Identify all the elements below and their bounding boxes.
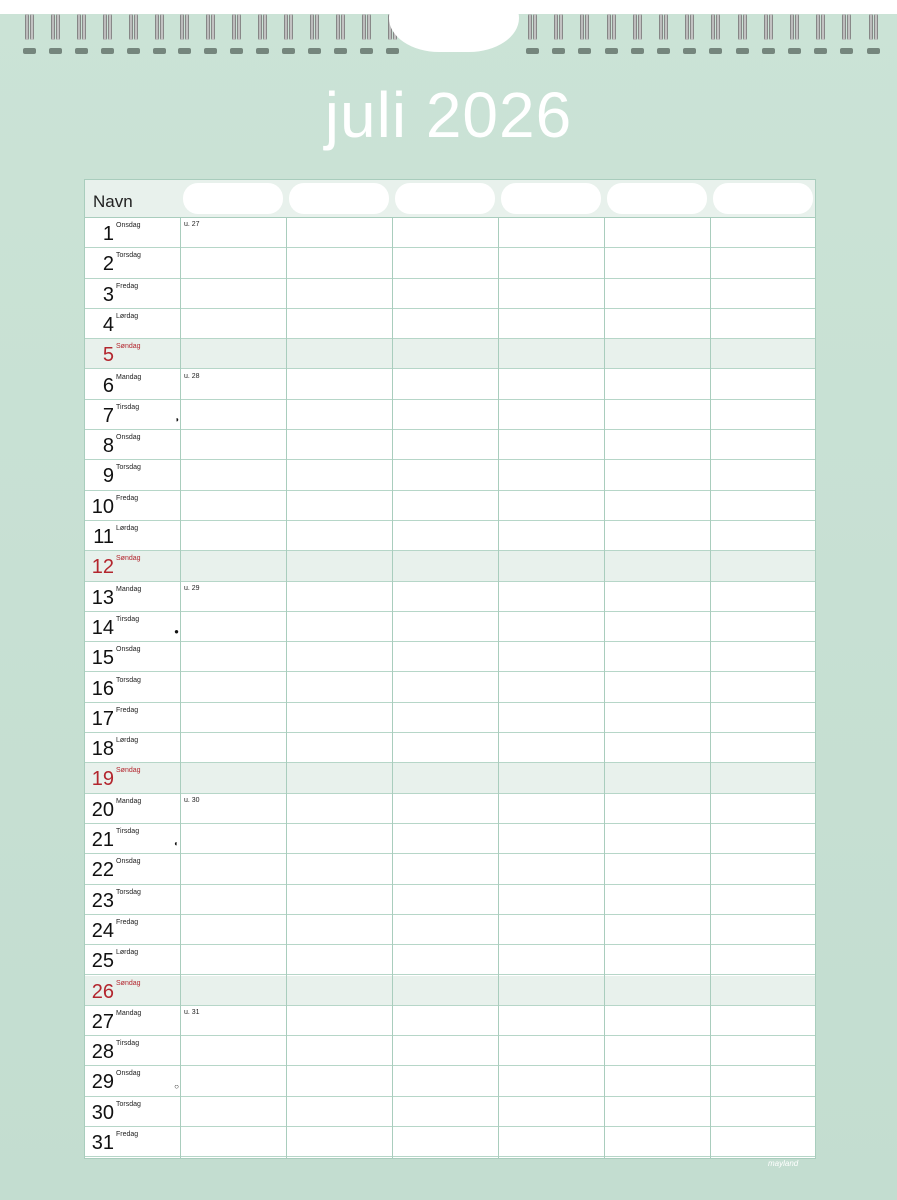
day-name: Onsdag: [116, 434, 141, 442]
day-row: [85, 885, 815, 915]
name-slot[interactable]: [183, 183, 283, 214]
day-name: Onsdag: [116, 646, 141, 654]
day-row: [85, 1066, 815, 1096]
day-row: [85, 824, 815, 854]
day-name: Torsdag: [116, 1100, 141, 1108]
day-name: Torsdag: [116, 888, 141, 896]
day-row: [85, 582, 815, 612]
week-number: u. 29: [184, 584, 200, 592]
day-name: Søndag: [116, 555, 141, 563]
day-number: 3: [102, 283, 114, 306]
column-divider: [710, 218, 711, 1158]
day-label-cell: [85, 521, 180, 550]
day-label-cell: [85, 612, 180, 641]
day-number: 26: [91, 980, 114, 1003]
day-name: Onsdag: [116, 858, 141, 866]
day-label-cell: [85, 248, 180, 277]
day-label-cell: [85, 309, 180, 338]
day-row: [85, 945, 815, 975]
day-name: Søndag: [116, 979, 141, 987]
spiral-ring: [178, 14, 191, 44]
day-label-cell: [85, 703, 180, 732]
day-row: [85, 733, 815, 763]
day-number: 25: [91, 950, 114, 973]
day-row: [85, 491, 815, 521]
day-number: 11: [93, 526, 114, 548]
day-number: 8: [102, 435, 114, 458]
spiral-ring: [526, 14, 539, 44]
spiral-ring: [709, 14, 722, 44]
day-row: [85, 218, 815, 248]
day-number: 19: [91, 768, 114, 791]
day-number: 16: [91, 677, 114, 700]
day-label-cell: [85, 763, 180, 792]
day-number: 15: [91, 647, 114, 670]
day-label-cell: [85, 279, 180, 308]
day-row: [85, 430, 815, 460]
day-number: 10: [91, 495, 114, 518]
day-name: Søndag: [116, 343, 141, 351]
day-name: Fredag: [116, 706, 139, 714]
day-name: Fredag: [116, 918, 139, 926]
name-slot[interactable]: [713, 183, 813, 214]
day-label-cell: [85, 551, 180, 580]
hanger-cutout: [389, 0, 519, 52]
day-number: 6: [102, 374, 114, 397]
day-row: [85, 915, 815, 945]
day-name: Lørdag: [116, 737, 139, 745]
day-number: 12: [91, 556, 114, 579]
spiral-ring: [552, 14, 565, 44]
day-label-cell: [85, 370, 180, 399]
column-divider: [286, 218, 287, 1158]
day-row: [85, 460, 815, 490]
planner-grid: [84, 179, 816, 1159]
spiral-ring: [683, 14, 696, 44]
day-number: 28: [91, 1041, 114, 1064]
day-name: Søndag: [116, 767, 141, 775]
day-label-cell: [85, 582, 180, 611]
day-label-cell: [85, 1036, 180, 1065]
moon-phase-icon: ◐: [174, 839, 179, 849]
day-row: [85, 673, 815, 703]
day-name: Mandag: [116, 373, 142, 381]
spiral-ring: [631, 14, 644, 44]
spiral-ring: [256, 14, 269, 44]
day-label-cell: [85, 1127, 180, 1156]
day-row: [85, 612, 815, 642]
day-name: Onsdag: [116, 222, 141, 229]
day-number: 13: [91, 586, 114, 609]
week-number: u. 28: [184, 372, 200, 380]
day-label-cell: [85, 491, 180, 520]
spiral-ring: [736, 14, 749, 44]
names-header-label: Navn: [93, 192, 133, 211]
day-label-cell: [85, 733, 180, 762]
day-row: [85, 309, 815, 339]
day-label-cell: [85, 673, 180, 702]
day-number: 24: [91, 919, 114, 942]
day-number: 21: [91, 829, 114, 851]
spiral-ring: [23, 14, 36, 44]
week-number: u. 30: [184, 796, 200, 804]
day-name: Torsdag: [116, 464, 141, 472]
day-label-cell: [85, 824, 180, 853]
spiral-ring: [762, 14, 775, 44]
spiral-ring: [204, 14, 217, 44]
day-number: 22: [91, 859, 114, 882]
day-number: 18: [91, 738, 114, 761]
moon-phase-icon: ○: [174, 1081, 179, 1091]
day-label-cell: [85, 430, 180, 459]
brand-logo: mayland: [768, 1159, 799, 1168]
day-row: [85, 400, 815, 430]
month-title: juli 2026: [324, 79, 573, 151]
day-label-cell: [85, 854, 180, 883]
day-name: Lørdag: [116, 525, 139, 532]
day-row: [85, 1127, 815, 1157]
day-name: Tirsdag: [116, 615, 140, 623]
day-label-cell: [85, 460, 180, 489]
spiral-ring: [334, 14, 347, 44]
day-label-cell: [85, 1066, 180, 1095]
day-name: Tirsdag: [116, 1040, 140, 1048]
day-row: [85, 521, 815, 551]
name-slot[interactable]: [289, 183, 389, 214]
day-row: [85, 794, 815, 824]
day-number: 20: [91, 798, 114, 821]
day-name: Lørdag: [116, 949, 139, 957]
spiral-ring: [230, 14, 243, 44]
day-label-cell: [85, 218, 180, 247]
day-number: 30: [91, 1101, 114, 1124]
day-name: Mandag: [116, 1009, 142, 1017]
moon-phase-icon: ●: [174, 627, 179, 637]
moon-phase-icon: ◑: [174, 415, 179, 425]
day-label-cell: [85, 1097, 180, 1126]
day-label-cell: [85, 885, 180, 914]
day-row: [85, 703, 815, 733]
day-number: 17: [91, 707, 114, 730]
day-row: [85, 339, 815, 369]
day-label-cell: [85, 339, 180, 368]
day-number: 9: [102, 465, 114, 488]
day-number: 27: [91, 1010, 114, 1033]
day-label-cell: [85, 642, 180, 671]
day-row: [85, 1006, 815, 1036]
column-divider: [604, 218, 605, 1158]
day-number: 5: [102, 344, 114, 367]
spiral-ring: [657, 14, 670, 44]
day-row: [85, 551, 815, 581]
spiral-ring: [101, 14, 114, 44]
day-row: [85, 1097, 815, 1127]
spiral-ring: [153, 14, 166, 44]
spiral-ring: [282, 14, 295, 44]
day-name: Fredag: [116, 1131, 139, 1138]
spiral-ring: [605, 14, 618, 44]
day-label-cell: [85, 976, 180, 1005]
day-number: 31: [91, 1132, 114, 1154]
name-slot[interactable]: [607, 183, 707, 214]
day-row: [85, 642, 815, 672]
day-row: [85, 763, 815, 793]
day-number: 1: [102, 223, 114, 245]
spiral-ring: [308, 14, 321, 44]
day-name: Lørdag: [116, 312, 139, 320]
day-number: 4: [102, 313, 114, 336]
day-label-cell: [85, 794, 180, 823]
spiral-ring: [360, 14, 373, 44]
day-number: 2: [102, 253, 114, 276]
day-row: [85, 248, 815, 278]
spiral-ring: [814, 14, 827, 44]
day-number: 29: [91, 1071, 114, 1094]
day-row: [85, 370, 815, 400]
name-slot[interactable]: [395, 183, 495, 214]
day-row: [85, 854, 815, 884]
spiral-ring: [867, 14, 880, 44]
spiral-ring: [840, 14, 853, 44]
column-divider: [392, 218, 393, 1158]
day-name: Torsdag: [116, 676, 141, 684]
day-number: 14: [91, 616, 114, 639]
day-row: [85, 1036, 815, 1066]
day-name: Tirsdag: [116, 403, 140, 411]
day-number: 7: [102, 404, 114, 427]
spiral-ring: [49, 14, 62, 44]
column-divider: [498, 218, 499, 1158]
spiral-ring: [127, 14, 140, 44]
name-slot[interactable]: [501, 183, 601, 214]
week-number: u. 31: [184, 1008, 200, 1016]
spiral-ring: [578, 14, 591, 44]
day-label-cell: [85, 400, 180, 429]
day-name: Tirsdag: [116, 828, 140, 835]
day-name: Fredag: [116, 494, 139, 502]
day-name: Fredag: [116, 282, 139, 290]
week-number: u. 27: [184, 221, 200, 228]
day-label-cell: [85, 1006, 180, 1035]
day-name: Torsdag: [116, 252, 141, 260]
names-header: [85, 180, 815, 218]
day-name: Mandag: [116, 797, 142, 805]
day-row: [85, 976, 815, 1006]
column-divider: [180, 218, 181, 1158]
day-number: 23: [91, 889, 114, 912]
day-name: Mandag: [116, 585, 142, 593]
day-label-cell: [85, 915, 180, 944]
day-label-cell: [85, 945, 180, 974]
spiral-ring: [788, 14, 801, 44]
day-row: [85, 279, 815, 309]
spiral-ring: [75, 14, 88, 44]
day-name: Onsdag: [116, 1070, 141, 1078]
